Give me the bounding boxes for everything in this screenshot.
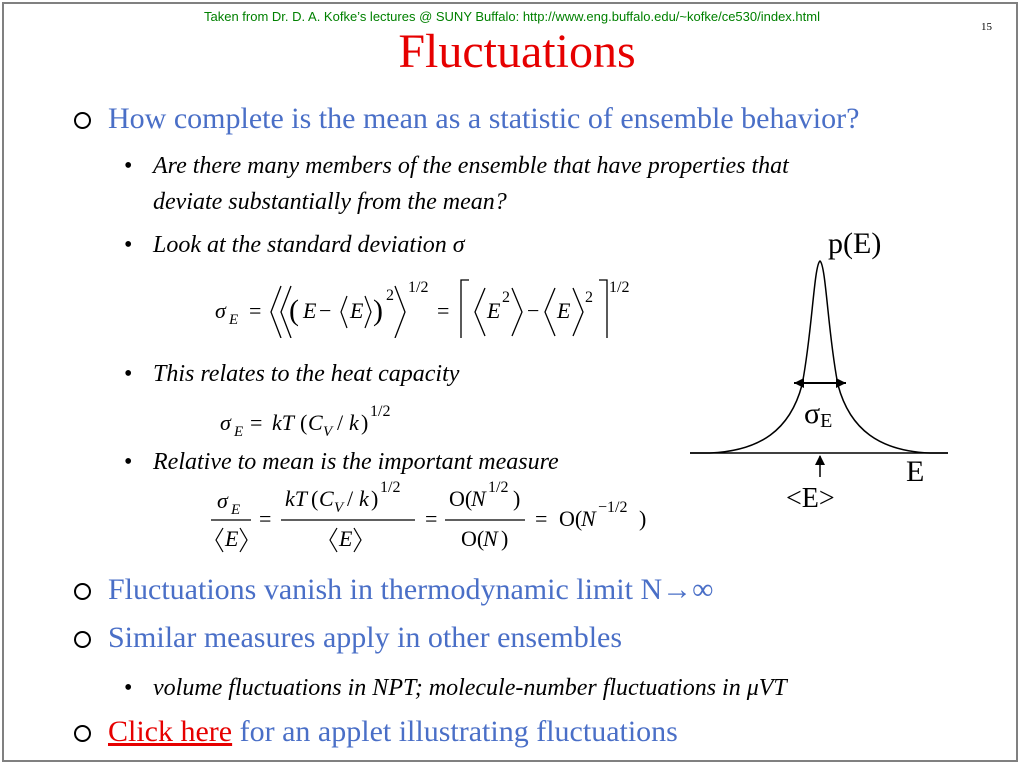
svg-text:−: − (527, 298, 540, 323)
bullet-applet (108, 715, 678, 749)
source-credit: Taken from Dr. D. A. Kofke’s lectures @ SUNY Buffalo: http://www.eng.buffalo.edu/~kofke/ce530/index.html (204, 9, 820, 24)
svg-text:σ: σ (217, 488, 228, 513)
svg-text:): ) (373, 294, 383, 327)
applet-link-description: for an applet illustrating fluctuations (232, 715, 678, 748)
svg-text:2: 2 (386, 287, 394, 304)
svg-text:kT: kT (285, 486, 307, 511)
bullet-other-ensembles: Similar measures apply in other ensembles (108, 621, 623, 654)
svg-text:kT: kT (272, 410, 294, 435)
svg-text:−1/2: −1/2 (598, 499, 628, 516)
svg-text:V: V (334, 500, 344, 516)
bullet-thermodynamic-limit: Fluctuations vanish in thermodynamic limit N→∞ (108, 573, 714, 606)
arrowhead-right-icon (836, 378, 846, 388)
svg-text:): ) (371, 486, 379, 511)
figure-y-label: p(E) (828, 227, 882, 260)
bullet-dot-icon: • (124, 232, 133, 258)
svg-text:E: E (231, 502, 241, 518)
svg-text:N: N (471, 486, 486, 511)
hollow-circle-bullet-icon (74, 631, 91, 648)
svg-text:N: N (581, 506, 596, 531)
svg-text:O(: O( (461, 526, 485, 551)
svg-text:N: N (483, 526, 498, 551)
svg-text:=: = (259, 506, 272, 531)
svg-text:C: C (319, 486, 334, 511)
svg-text:E: E (487, 298, 501, 323)
sub-bullet-relative-measure: Relative to mean is the important measure (153, 449, 559, 475)
svg-text:2: 2 (585, 289, 593, 306)
svg-text:1/2: 1/2 (370, 403, 391, 420)
width-label: σE (804, 397, 833, 432)
bullet-dot-icon: • (124, 361, 133, 387)
svg-text:(: ( (289, 294, 299, 327)
svg-text:V: V (323, 424, 333, 440)
mean-label: <E> (786, 483, 835, 514)
svg-text:): ) (639, 506, 647, 531)
svg-text:/: / (347, 486, 354, 511)
svg-text:): ) (361, 410, 369, 435)
hollow-circle-bullet-icon (74, 112, 91, 129)
arrowhead-up-icon (815, 455, 825, 465)
svg-text:=: = (425, 506, 438, 531)
svg-text:E: E (350, 298, 364, 323)
slide-number: 15 (981, 21, 992, 33)
relative-fluctuation-equation (205, 478, 675, 558)
applet-link[interactable]: Click here (108, 715, 233, 748)
svg-text:σ: σ (220, 410, 231, 435)
figure-x-label: E (906, 455, 925, 488)
svg-text:C: C (308, 410, 323, 435)
sub-bullet-npt-muvt: volume fluctuations in NPT; molecule-number fluctuations in μVT (153, 675, 787, 701)
hollow-circle-bullet-icon (74, 583, 91, 600)
arrowhead-left-icon (794, 378, 804, 388)
energy-distribution-figure (680, 225, 970, 525)
sub-bullet-members-line1: Are there many members of the ensemble that have properties that (153, 153, 789, 179)
svg-text:2: 2 (502, 289, 510, 306)
svg-text:1/2: 1/2 (609, 279, 630, 296)
svg-text:1/2: 1/2 (408, 279, 429, 296)
svg-text:): ) (513, 486, 521, 511)
svg-text:=: = (250, 410, 263, 435)
svg-text:O(: O( (449, 486, 473, 511)
svg-text:E: E (339, 526, 353, 551)
sub-bullet-std-dev: Look at the standard deviation σ (153, 232, 465, 258)
bullet-dot-icon: • (124, 449, 133, 475)
svg-text:E: E (225, 526, 239, 551)
svg-text:k: k (349, 410, 359, 435)
slide-title: Fluctuations (398, 25, 636, 78)
svg-text:O(: O( (559, 506, 583, 531)
sub-bullet-members-line2: deviate substantially from the mean? (153, 189, 507, 215)
heat-capacity-equation (210, 400, 430, 444)
svg-text:/: / (337, 410, 344, 435)
svg-text:=: = (249, 298, 262, 323)
svg-text:): ) (501, 526, 509, 551)
bullet-dot-icon: • (124, 153, 133, 179)
svg-text:1/2: 1/2 (488, 479, 509, 496)
svg-text:σ: σ (215, 298, 226, 323)
svg-text:E: E (557, 298, 571, 323)
hollow-circle-bullet-icon (74, 725, 91, 742)
svg-text:=: = (437, 298, 450, 323)
svg-text:E: E (303, 298, 317, 323)
svg-text:(: ( (311, 486, 319, 511)
svg-text:E: E (234, 424, 244, 440)
svg-text:1/2: 1/2 (380, 479, 401, 496)
bullet-dot-icon: • (124, 675, 133, 701)
std-dev-equation (205, 272, 645, 338)
svg-text:=: = (535, 506, 548, 531)
bullet-mean-completeness: How complete is the mean as a statistic of ensemble behavior? (108, 102, 860, 135)
svg-text:−: − (319, 298, 332, 323)
sub-bullet-heat-capacity: This relates to the heat capacity (153, 361, 460, 387)
svg-text:k: k (359, 486, 369, 511)
svg-text:(: ( (300, 410, 308, 435)
svg-text:E: E (229, 312, 239, 328)
